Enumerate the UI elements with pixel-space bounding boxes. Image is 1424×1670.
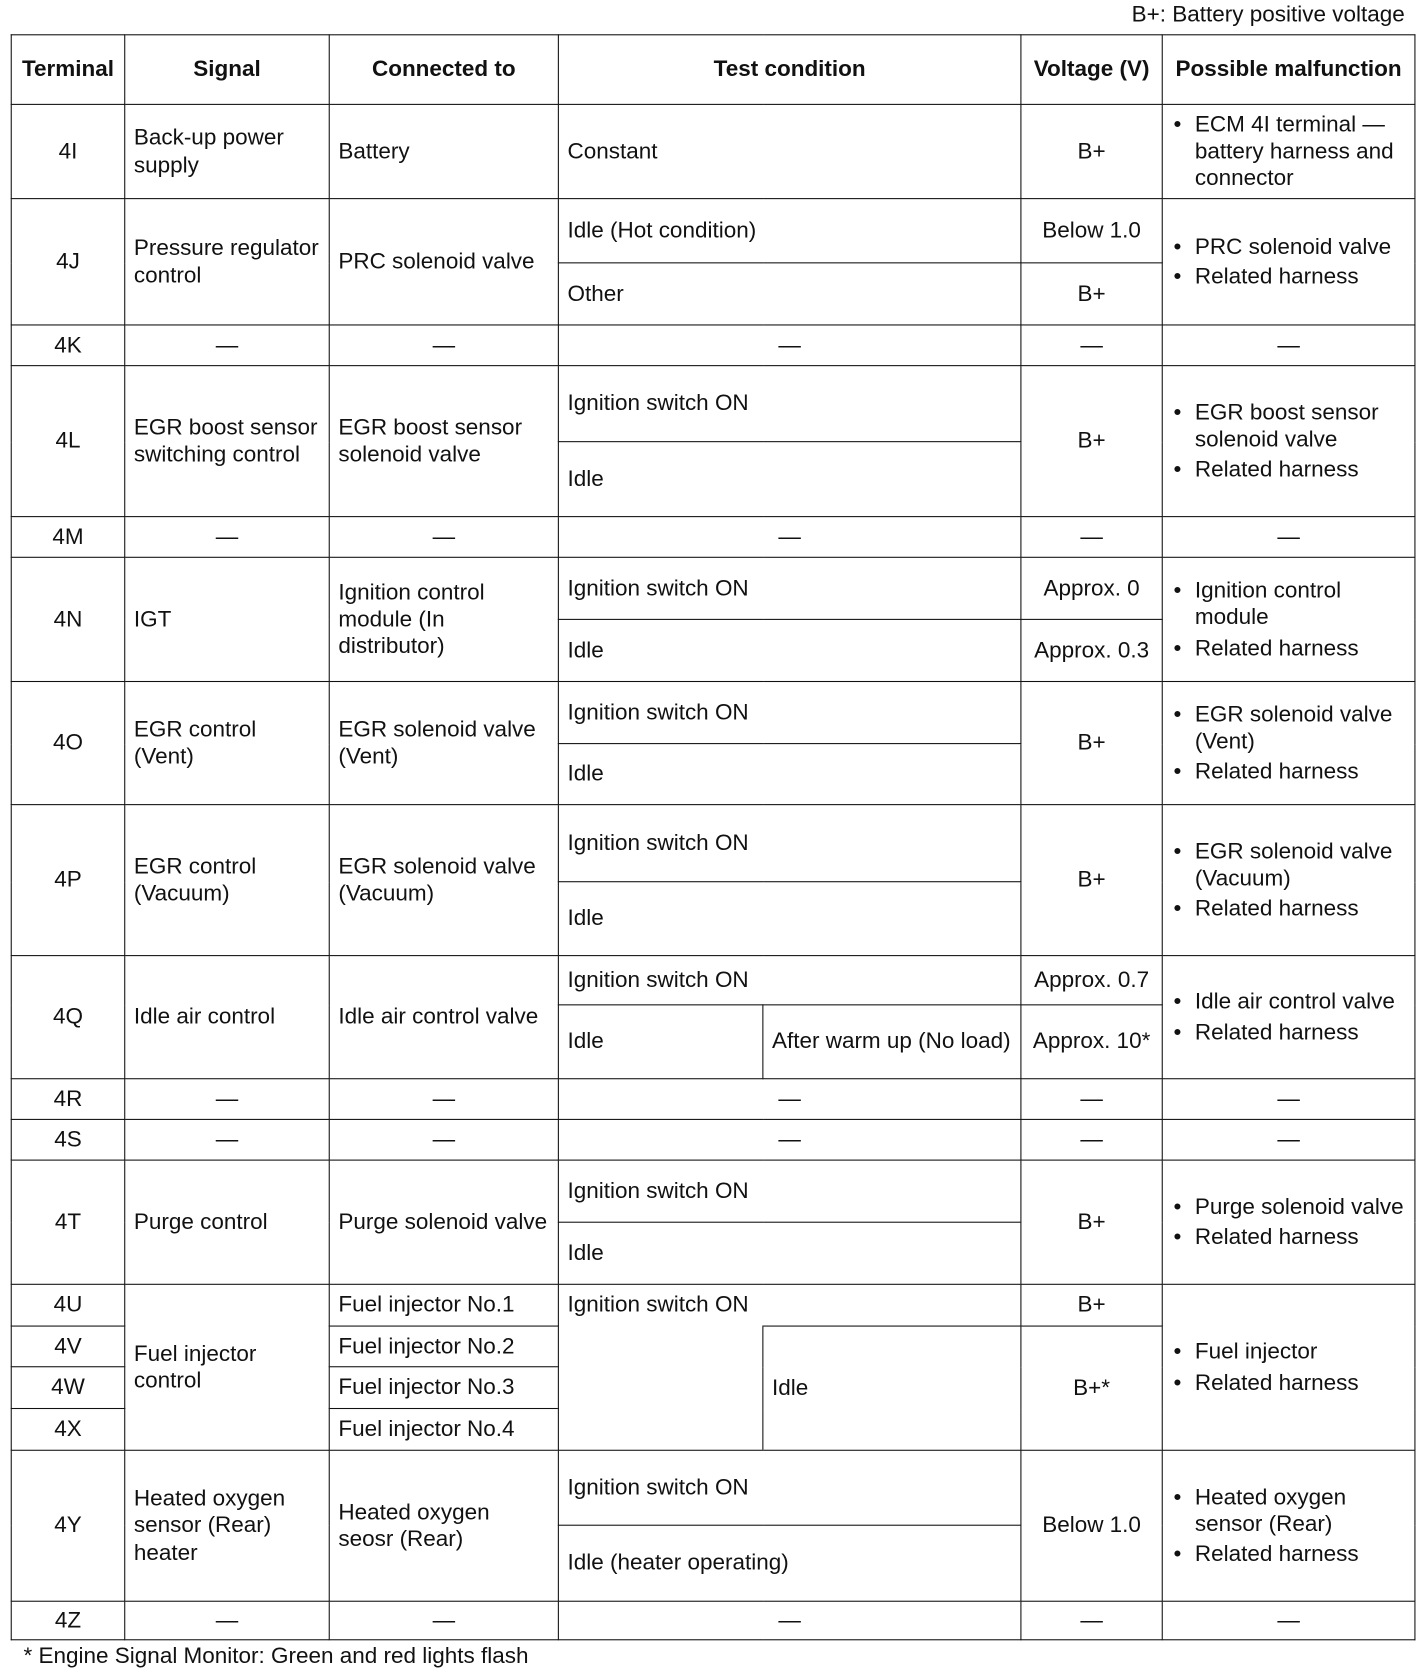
test-cell: Ignition switch ON: [558, 1160, 1021, 1222]
connected-cell: Fuel injector No.4: [329, 1409, 558, 1451]
empty-cell: —: [558, 1601, 1021, 1640]
test-cell: Constant: [558, 104, 1021, 198]
table-row: [11, 1079, 1415, 1120]
connected-cell: Ignition control module (In distributor): [329, 557, 558, 681]
signal-cell: IGT: [125, 557, 330, 681]
test-cell: Ignition switch ON: [558, 682, 1021, 744]
empty-cell: —: [1021, 325, 1162, 366]
malfunction-cell: [1162, 366, 1415, 517]
connected-cell: Fuel injector No.1: [329, 1284, 558, 1326]
table-row: [11, 1601, 1415, 1640]
voltage-cell: B+: [1021, 682, 1162, 805]
terminal-cell: 4W: [11, 1367, 124, 1409]
header-row: [11, 35, 1415, 105]
malfunction-item: • Related harness: [1171, 634, 1405, 661]
table-row: [11, 366, 1415, 442]
malfunction-cell: [1162, 1160, 1415, 1284]
malfunction-item: • PRC solenoid valve: [1171, 233, 1405, 260]
table-row: [11, 1284, 1415, 1326]
signal-cell: Heated oxygen sensor (Rear) heater: [125, 1450, 330, 1601]
connected-cell: Idle air control valve: [329, 956, 558, 1079]
empty-cell: —: [1021, 1601, 1162, 1640]
test-cell: Ignition switch ON: [558, 805, 1021, 882]
empty-cell: —: [125, 1119, 330, 1160]
voltage-cell: B+: [1021, 805, 1162, 956]
malfunction-item: • Heated oxygen sensor (Rear): [1171, 1484, 1405, 1538]
test-cell: Idle: [558, 744, 1021, 805]
empty-cell: —: [1021, 1119, 1162, 1160]
empty-cell: —: [1021, 517, 1162, 558]
terminal-cell: 4O: [11, 682, 124, 805]
terminal-cell: 4L: [11, 366, 124, 517]
footnote: * Engine Signal Monitor: Green and red lights flash: [23, 1643, 529, 1669]
empty-cell: —: [125, 517, 330, 558]
connected-cell: Fuel injector No.2: [329, 1326, 558, 1367]
voltage-cell: Below 1.0: [1021, 199, 1162, 263]
terminal-cell: 4J: [11, 199, 124, 325]
test-cell: Ignition switch ON: [558, 1450, 1021, 1525]
malfunction-item: • Related harness: [1171, 1369, 1405, 1396]
legend-note: B+: Battery positive voltage: [1131, 2, 1405, 27]
malfunction-item: • ECM 4I terminal — battery harness and connector: [1171, 111, 1405, 192]
terminal-cell: 4P: [11, 805, 124, 956]
test-cell: Idle: [558, 882, 1021, 956]
terminal-cell: 4T: [11, 1160, 124, 1284]
voltage-cell: Approx. 0.3: [1021, 619, 1162, 681]
connected-cell: EGR boost sensor solenoid valve: [329, 366, 558, 517]
table-row: [11, 805, 1415, 882]
voltage-cell: B+: [1021, 1160, 1162, 1284]
malfunction-cell: [1162, 104, 1415, 198]
voltage-cell: Approx. 0.7: [1021, 956, 1162, 1005]
malfunction-cell: [1162, 682, 1415, 805]
terminal-cell: 4U: [11, 1284, 124, 1326]
empty-cell: —: [1162, 1079, 1415, 1120]
connected-cell: Fuel injector No.3: [329, 1367, 558, 1409]
malfunction-cell: [1162, 557, 1415, 681]
test-cell: Idle: [558, 619, 1021, 681]
connected-cell: EGR solenoid valve (Vacuum): [329, 805, 558, 956]
test-cell: Other: [558, 263, 1021, 325]
table-row: [11, 325, 1415, 366]
header-test: Test condition: [558, 35, 1021, 105]
connected-cell: PRC solenoid valve: [329, 199, 558, 325]
voltage-cell: B+: [1021, 366, 1162, 517]
empty-cell: —: [558, 517, 1021, 558]
signal-cell: EGR control (Vent): [125, 682, 330, 805]
malfunction-item: • EGR solenoid valve (Vacuum): [1171, 838, 1405, 892]
signal-cell: EGR boost sensor switching control: [125, 366, 330, 517]
empty-cell: —: [558, 1119, 1021, 1160]
table-row: [11, 1450, 1415, 1525]
empty-cell: —: [125, 325, 330, 366]
connected-cell: EGR solenoid valve (Vent): [329, 682, 558, 805]
voltage-cell: Approx. 10*: [1021, 1005, 1162, 1079]
malfunction-item: • Related harness: [1171, 758, 1405, 785]
connected-cell: Battery: [329, 104, 558, 198]
terminal-cell: 4Q: [11, 956, 124, 1079]
malfunction-item: • Ignition control module: [1171, 577, 1405, 631]
signal-cell: Back-up power supply: [125, 104, 330, 198]
malfunction-cell: [1162, 1450, 1415, 1601]
empty-cell: —: [1162, 325, 1415, 366]
signal-cell: Purge control: [125, 1160, 330, 1284]
table-row: [11, 104, 1415, 198]
terminal-cell: 4Y: [11, 1450, 124, 1601]
malfunction-item: • Related harness: [1171, 1019, 1405, 1046]
empty-cell: —: [329, 1079, 558, 1120]
table-row: [11, 557, 1415, 619]
terminal-cell: 4R: [11, 1079, 124, 1120]
malfunction-item: • Related harness: [1171, 1224, 1405, 1251]
header-malfunction: Possible malfunction: [1162, 35, 1415, 105]
signal-cell: Idle air control: [125, 956, 330, 1079]
voltage-cell: B+: [1021, 263, 1162, 325]
malfunction-cell: [1162, 956, 1415, 1079]
voltage-cell: Approx. 0: [1021, 557, 1162, 619]
empty-cell: —: [329, 1601, 558, 1640]
signal-cell: Fuel injector control: [125, 1284, 330, 1450]
test-cell: Idle: [558, 1005, 763, 1079]
terminal-cell: 4Z: [11, 1601, 124, 1640]
empty-cell: —: [1021, 1079, 1162, 1120]
empty-cell: —: [1162, 1601, 1415, 1640]
test-cell: Ignition switch ON: [558, 366, 1021, 442]
header-signal: Signal: [125, 35, 330, 105]
test-cell: Idle: [558, 442, 1021, 517]
voltage-cell: B+: [1021, 1284, 1162, 1326]
empty-cell: —: [558, 325, 1021, 366]
connected-cell: Purge solenoid valve: [329, 1160, 558, 1284]
voltage-cell: B+*: [1021, 1326, 1162, 1450]
malfunction-item: • Purge solenoid valve: [1171, 1194, 1405, 1221]
table-row: [11, 682, 1415, 744]
signal-cell: EGR control (Vacuum): [125, 805, 330, 956]
terminal-cell: 4M: [11, 517, 124, 558]
test-cell: Ignition switch ON: [558, 557, 1021, 619]
voltage-cell: Below 1.0: [1021, 1450, 1162, 1601]
test-spacer-cell: [763, 1284, 1021, 1326]
voltage-cell: B+: [1021, 104, 1162, 198]
test-subcondition-cell: Idle: [763, 1326, 1021, 1450]
malfunction-cell: [1162, 805, 1415, 956]
test-subcondition-cell: After warm up (No load): [763, 1005, 1021, 1079]
ecm-terminal-table: [11, 34, 1416, 1640]
malfunction-item: • Related harness: [1171, 263, 1405, 290]
malfunction-cell: [1162, 199, 1415, 325]
signal-cell: Pressure regulator control: [125, 199, 330, 325]
empty-cell: —: [125, 1601, 330, 1640]
empty-cell: —: [1162, 1119, 1415, 1160]
malfunction-item: • Related harness: [1171, 1541, 1405, 1568]
table-row: [11, 199, 1415, 263]
malfunction-item: • Fuel injector: [1171, 1339, 1405, 1366]
test-cell: Idle (heater operating): [558, 1525, 1021, 1601]
terminal-cell: 4V: [11, 1326, 124, 1367]
malfunction-cell: [1162, 1284, 1415, 1450]
malfunction-item: • EGR boost sensor solenoid valve: [1171, 399, 1405, 453]
terminal-cell: 4X: [11, 1409, 124, 1451]
connected-cell: Heated oxygen seosr (Rear): [329, 1450, 558, 1601]
test-cell: Ignition switch ON: [558, 956, 1021, 1005]
header-terminal: Terminal: [11, 35, 124, 105]
terminal-cell: 4I: [11, 104, 124, 198]
empty-cell: —: [558, 1079, 1021, 1120]
empty-cell: —: [329, 1119, 558, 1160]
table-row: [11, 956, 1415, 1005]
terminal-cell: 4S: [11, 1119, 124, 1160]
empty-cell: —: [1162, 517, 1415, 558]
test-cell: Idle (Hot condition): [558, 199, 1021, 263]
test-cell: Ignition switch ON: [558, 1284, 763, 1450]
table-row: [11, 1119, 1415, 1160]
malfunction-item: • Idle air control valve: [1171, 989, 1405, 1016]
header-voltage: Voltage (V): [1021, 35, 1162, 105]
terminal-cell: 4N: [11, 557, 124, 681]
header-connected: Connected to: [329, 35, 558, 105]
malfunction-item: • EGR solenoid valve (Vent): [1171, 701, 1405, 755]
empty-cell: —: [125, 1079, 330, 1120]
empty-cell: —: [329, 325, 558, 366]
terminal-cell: 4K: [11, 325, 124, 366]
table-row: [11, 1160, 1415, 1222]
malfunction-item: • Related harness: [1171, 895, 1405, 922]
test-cell: Idle: [558, 1222, 1021, 1284]
malfunction-item: • Related harness: [1171, 456, 1405, 483]
empty-cell: —: [329, 517, 558, 558]
table-row: [11, 517, 1415, 558]
